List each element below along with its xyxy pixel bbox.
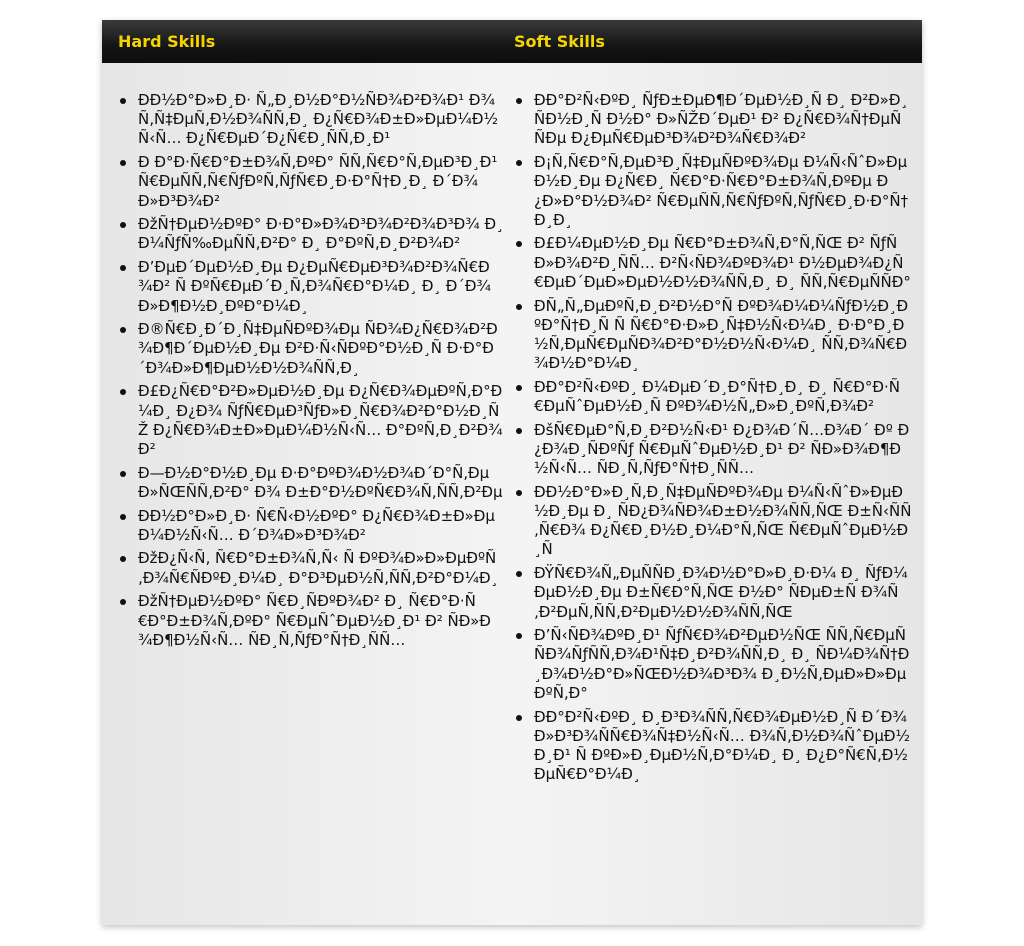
list-item: ÐžÐ¿Ñ‹Ñ‚ Ñ€Ð°Ð±Ð¾Ñ‚Ñ‹ Ñ ÐºÐ¾Ð»Ð»ÐµÐºÑ‚Ð¾Ñ€ÑÐºÐ¸Ð¼Ð¸ Ð°Ð³ÐµÐ½Ñ‚ÑÑ‚Ð²Ð°Ð¼Ð¸ xyxy=(138,549,504,587)
hard-skills-list xyxy=(102,91,504,650)
list-item: Ð Ð°Ð·Ñ€Ð°Ð±Ð¾Ñ‚ÐºÐ° ÑÑ‚Ñ€Ð°Ñ‚ÐµÐ³Ð¸Ð¹ Ñ€ÐµÑÑ‚Ñ€ÑƒÐºÑ‚ÑƒÑ€Ð¸Ð·Ð°Ñ†Ð¸Ð¸ Ð´Ð¾Ð»Ð³Ð¾Ð² xyxy=(138,153,504,211)
soft-skills-column xyxy=(512,63,922,789)
soft-skills-list xyxy=(512,91,912,784)
skills-table xyxy=(102,20,922,925)
list-item: ÐÐ½Ð°Ð»Ð¸Ñ‚Ð¸Ñ‡ÐµÑÐºÐ¾Ðµ Ð¼Ñ‹ÑˆÐ»ÐµÐ½Ð¸Ðµ Ð¸ ÑÐ¿Ð¾ÑÐ¾Ð±Ð½Ð¾ÑÑ‚ÑŒ Ð±Ñ‹ÑÑ‚Ñ€Ð¾ Ð¿Ñ€Ð¸Ð½Ð¸Ð¼Ð°Ñ‚ÑŒ Ñ€ÐµÑˆÐµÐ½Ð¸Ñ xyxy=(534,482,912,559)
table-header-row xyxy=(102,20,922,63)
list-item: Ð—Ð½Ð°Ð½Ð¸Ðµ Ð·Ð°ÐºÐ¾Ð½Ð¾Ð´Ð°Ñ‚ÐµÐ»ÑŒÑÑ‚Ð²Ð° Ð¾ Ð±Ð°Ð½ÐºÑ€Ð¾Ñ‚ÑÑ‚Ð²Ðµ xyxy=(138,463,503,501)
list-item: ÐšÑ€ÐµÐ°Ñ‚Ð¸Ð²Ð½Ñ‹Ð¹ Ð¿Ð¾Ð´Ñ…Ð¾Ð´ Ðº Ð¿Ð¾Ð¸ÑÐºÑƒ Ñ€ÐµÑˆÐµÐ½Ð¸Ð¹ Ð² ÑÐ»Ð¾Ð¶Ð½Ñ‹Ñ… ÑÐ¸Ñ‚ÑƒÐ°Ñ†Ð¸ÑÑ… xyxy=(534,421,912,479)
list-item: ÐÐ½Ð°Ð»Ð¸Ð· Ñ„Ð¸Ð½Ð°Ð½ÑÐ¾Ð²Ð¾Ð¹ Ð¾Ñ‚Ñ‡ÐµÑ‚Ð½Ð¾ÑÑ‚Ð¸ Ð¿Ñ€Ð¾Ð±Ð»ÐµÐ¼Ð½Ñ‹Ñ… Ð¿Ñ€ÐµÐ´Ð¿Ñ€Ð¸ÑÑ‚Ð¸Ð¹ xyxy=(138,91,504,149)
table-body-row xyxy=(102,63,922,789)
list-item: Ð£Ð¿Ñ€Ð°Ð²Ð»ÐµÐ½Ð¸Ðµ Ð¿Ñ€Ð¾ÐµÐºÑ‚Ð°Ð¼Ð¸ Ð¿Ð¾ ÑƒÑ€ÐµÐ³ÑƒÐ»Ð¸Ñ€Ð¾Ð²Ð°Ð½Ð¸ÑŽ Ð¿Ñ€Ð¾Ð±Ð»ÐµÐ¼Ð½Ñ‹Ñ… Ð°ÐºÑ‚Ð¸Ð²Ð¾Ð² xyxy=(138,382,503,458)
list-item: ÐÐ½Ð°Ð»Ð¸Ð· Ñ€Ñ‹Ð½ÐºÐ° Ð¿Ñ€Ð¾Ð±Ð»ÐµÐ¼Ð½Ñ‹Ñ… Ð´Ð¾Ð»Ð³Ð¾Ð² xyxy=(138,507,504,545)
list-item: ÐÐ°Ð²Ñ‹ÐºÐ¸ Ð¸Ð³Ð¾ÑÑ‚Ñ€Ð¾ÐµÐ½Ð¸Ñ Ð´Ð¾Ð»Ð³Ð¾ÑÑ€Ð¾Ñ‡Ð½Ñ‹Ñ… Ð¾Ñ‚Ð½Ð¾ÑˆÐµÐ½Ð¸Ð¹ Ñ ÐºÐ»Ð¸ÐµÐ½Ñ‚Ð°Ð¼Ð¸ Ð¸ Ð¿Ð°Ñ€Ñ‚Ð½ÐµÑ€Ð°Ð¼Ð¸ xyxy=(534,707,911,784)
list-item: ÐŸÑ€Ð¾Ñ„ÐµÑÑÐ¸Ð¾Ð½Ð°Ð»Ð¸Ð·Ð¼ Ð¸ ÑƒÐ¼ÐµÐ½Ð¸Ðµ Ð±Ñ€Ð°Ñ‚ÑŒ Ð½Ð° ÑÐµÐ±Ñ Ð¾Ñ‚Ð²ÐµÑ‚ÑÑ‚Ð²ÐµÐ½Ð½Ð¾ÑÑ‚ÑŒ xyxy=(534,564,912,622)
list-item: Ð£Ð¼ÐµÐ½Ð¸Ðµ Ñ€Ð°Ð±Ð¾Ñ‚Ð°Ñ‚ÑŒ Ð² ÑƒÑÐ»Ð¾Ð²Ð¸ÑÑ… Ð²Ñ‹ÑÐ¾ÐºÐ¾Ð¹ Ð½ÐµÐ¾Ð¿Ñ€ÐµÐ´ÐµÐ»ÐµÐ½Ð½Ð¾ÑÑ‚Ð¸ Ð¸ ÑÑ‚Ñ€ÐµÑÑÐ° xyxy=(534,234,911,291)
hard-skills-header: Hard Skills xyxy=(118,32,216,51)
list-item: ÐÐ°Ð²Ñ‹ÐºÐ¸ Ð¼ÐµÐ´Ð¸Ð°Ñ†Ð¸Ð¸ Ð¸ Ñ€Ð°Ð·Ñ€ÐµÑˆÐµÐ½Ð¸Ñ ÐºÐ¾Ð½Ñ„Ð»Ð¸ÐºÑ‚Ð¾Ð² xyxy=(534,378,912,416)
hard-skills-column xyxy=(102,63,512,789)
list-item: ÐžÑ†ÐµÐ½ÐºÐ° Ð·Ð°Ð»Ð¾Ð³Ð¾Ð²Ð¾Ð³Ð¾ Ð¸Ð¼ÑƒÑ‰ÐµÑÑ‚Ð²Ð° Ð¸ Ð°ÐºÑ‚Ð¸Ð²Ð¾Ð² xyxy=(138,215,504,253)
soft-skills-header: Soft Skills xyxy=(514,32,605,51)
list-item: ÐÑ„Ñ„ÐµÐºÑ‚Ð¸Ð²Ð½Ð°Ñ ÐºÐ¾Ð¼Ð¼ÑƒÐ½Ð¸ÐºÐ°Ñ†Ð¸Ñ Ñ Ñ€Ð°Ð·Ð»Ð¸Ñ‡Ð½Ñ‹Ð¼Ð¸ Ð·Ð°Ð¸Ð½Ñ‚ÐµÑ€ÐµÑÐ¾Ð²Ð°Ð½Ð½Ñ‹Ð¼Ð¸ ÑÑ‚Ð¾Ñ€Ð¾Ð½Ð°Ð¼Ð¸ xyxy=(534,297,912,374)
list-item: ÐžÑ†ÐµÐ½ÐºÐ° Ñ€Ð¸ÑÐºÐ¾Ð² Ð¸ Ñ€Ð°Ð·Ñ€Ð°Ð±Ð¾Ñ‚ÐºÐ° Ñ€ÐµÑˆÐµÐ½Ð¸Ð¹ Ð² ÑÐ»Ð¾Ð¶Ð½Ñ‹Ñ… ÑÐ¸Ñ‚ÑƒÐ°Ñ†Ð¸ÑÑ… xyxy=(138,592,504,650)
list-item: Ð’ÐµÐ´ÐµÐ½Ð¸Ðµ Ð¿ÐµÑ€ÐµÐ³Ð¾Ð²Ð¾Ñ€Ð¾Ð² Ñ ÐºÑ€ÐµÐ´Ð¸Ñ‚Ð¾Ñ€Ð°Ð¼Ð¸ Ð¸ Ð´Ð¾Ð»Ð¶Ð½Ð¸ÐºÐ°Ð¼Ð¸ xyxy=(138,258,504,316)
list-item: ÐÐ°Ð²Ñ‹ÐºÐ¸ ÑƒÐ±ÐµÐ¶Ð´ÐµÐ½Ð¸Ñ Ð¸ Ð²Ð»Ð¸ÑÐ½Ð¸Ñ Ð½Ð° Ð»ÑŽÐ´ÐµÐ¹ Ð² Ð¿Ñ€Ð¾Ñ†ÐµÑÑÐµ Ð¿ÐµÑ€ÐµÐ³Ð¾Ð²Ð¾Ñ€Ð¾Ð² xyxy=(534,91,912,149)
list-item: Ð®Ñ€Ð¸Ð´Ð¸Ñ‡ÐµÑÐºÐ¾Ðµ ÑÐ¾Ð¿Ñ€Ð¾Ð²Ð¾Ð¶Ð´ÐµÐ½Ð¸Ðµ Ð²Ð·Ñ‹ÑÐºÐ°Ð½Ð¸Ñ Ð·Ð°Ð´Ð¾Ð»Ð¶ÐµÐ½Ð½Ð¾ÑÑ‚Ð¸ xyxy=(138,320,504,378)
list-item: Ð’Ñ‹ÑÐ¾ÐºÐ¸Ð¹ ÑƒÑ€Ð¾Ð²ÐµÐ½ÑŒ ÑÑ‚Ñ€ÐµÑÑÐ¾ÑƒÑÑ‚Ð¾Ð¹Ñ‡Ð¸Ð²Ð¾ÑÑ‚Ð¸ Ð¸ ÑÐ¼Ð¾Ñ†Ð¸Ð¾Ð½Ð°Ð»ÑŒÐ½Ð¾Ð³Ð¾ Ð¸Ð½Ñ‚ÐµÐ»Ð»ÐµÐºÑ‚Ð° xyxy=(534,626,912,703)
list-item: Ð¡Ñ‚Ñ€Ð°Ñ‚ÐµÐ³Ð¸Ñ‡ÐµÑÐºÐ¾Ðµ Ð¼Ñ‹ÑˆÐ»ÐµÐ½Ð¸Ðµ Ð¿Ñ€Ð¸ Ñ€Ð°Ð·Ñ€Ð°Ð±Ð¾Ñ‚ÐºÐµ Ð¿Ð»Ð°Ð½Ð¾Ð² Ñ€ÐµÑÑ‚Ñ€ÑƒÐºÑ‚ÑƒÑ€Ð¸Ð·Ð°Ñ†Ð¸Ð¸ xyxy=(534,153,912,230)
